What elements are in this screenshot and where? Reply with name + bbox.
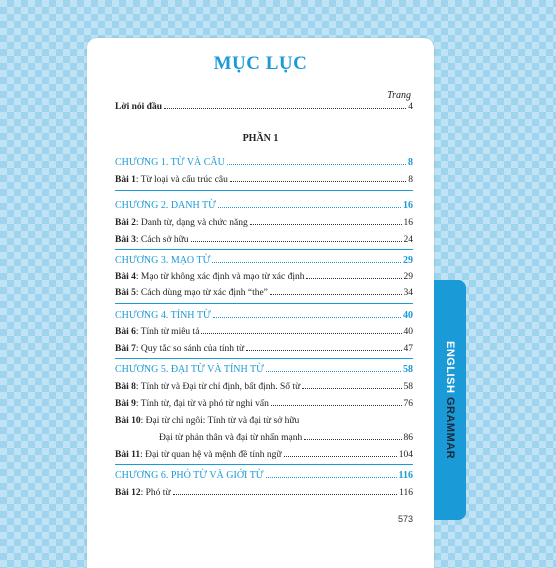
chapter-label: CHƯƠNG 2. DANH TỪ [115, 200, 216, 211]
toc-lesson-5[interactable] [115, 284, 413, 298]
section-divider [115, 358, 413, 359]
lesson-page: 34 [403, 288, 413, 298]
lesson-page: 8 [408, 175, 413, 185]
dot-leader [266, 371, 401, 372]
dot-leader [250, 224, 402, 225]
dot-leader [230, 181, 406, 182]
page-number: 573 [397, 514, 413, 524]
lesson-number: Bài 6 [115, 327, 136, 337]
lesson-page: 47 [403, 344, 413, 354]
dot-leader [213, 317, 401, 318]
toc-lesson-6[interactable] [115, 323, 413, 337]
toc-lesson-11[interactable] [115, 446, 413, 460]
lesson-title: : Mạo từ không xác định và mạo từ xác định [135, 272, 305, 282]
lesson-number: Bài 12 [115, 488, 141, 498]
lesson-page: 40 [403, 327, 413, 337]
lesson-title: : Cách sở hữu [135, 235, 189, 245]
lesson-page: 86 [403, 433, 413, 443]
dot-leader [201, 333, 401, 334]
chapter-label: CHƯƠNG 1. TỪ VÀ CÂU [115, 157, 225, 168]
lesson-number: Bài 7 [115, 344, 136, 354]
side-tab-word-english: ENGLISH [444, 340, 456, 394]
lesson-number: Bài 5 [115, 288, 136, 298]
dot-leader [271, 405, 402, 406]
lesson-page: 104 [398, 450, 413, 460]
lesson-title: : Phó từ [140, 488, 171, 498]
chapter-page: 29 [403, 255, 413, 266]
lesson-title: Đại từ phản thân và đại từ nhấn mạnh [159, 433, 303, 443]
section-divider [115, 190, 413, 191]
lesson-page: 16 [403, 218, 413, 228]
dot-leader [164, 108, 406, 109]
lesson-number: Bài 10 [115, 416, 141, 426]
toc-lesson-9[interactable] [115, 395, 413, 409]
lesson-number: Bài 2 [115, 218, 136, 228]
toc-entry-page: 4 [408, 102, 413, 112]
dot-leader [191, 241, 402, 242]
chapter-label: CHƯƠNG 4. TÍNH TỪ [115, 310, 211, 321]
lesson-title: : Danh từ, dạng và chức năng [135, 218, 248, 228]
lesson-number: Bài 11 [115, 450, 141, 460]
toc-lesson-3[interactable] [115, 231, 413, 245]
toc-lesson-12[interactable] [115, 484, 413, 498]
toc-lesson-2[interactable] [115, 214, 413, 228]
dot-leader [304, 439, 401, 440]
dot-leader [302, 388, 401, 389]
dot-leader [246, 350, 401, 351]
chapter-page: 58 [403, 364, 413, 375]
toc-chapter-3[interactable] [115, 252, 413, 266]
toc-lesson-4[interactable] [115, 268, 413, 282]
section-divider [115, 303, 413, 304]
lesson-title: : Từ loại và cấu trúc câu [135, 175, 228, 185]
side-tab-word-grammar: GRAMMAR [444, 396, 456, 460]
lesson-page: 58 [403, 382, 413, 392]
page-title: MỤC LỤC [213, 53, 308, 74]
part-heading: PHẦN 1 [242, 133, 279, 144]
chapter-label: CHƯƠNG 5. ĐẠI TỪ VÀ TÍNH TỪ [115, 364, 264, 375]
lesson-title: : Tính từ và Đại từ chỉ định, bất định. Số từ [135, 382, 301, 392]
toc-chapter-2[interactable] [115, 197, 413, 211]
dot-leader [227, 164, 406, 165]
lesson-title: : Tính từ, đại từ và phó từ nghi vấn [135, 399, 269, 409]
dot-leader [306, 278, 401, 279]
chapter-page: 40 [403, 310, 413, 321]
lesson-number: Bài 4 [115, 272, 136, 282]
lesson-title: : Cách dùng mạo từ xác định “the” [135, 288, 268, 298]
dot-leader [212, 262, 401, 263]
page-column-label: Trang [387, 90, 411, 101]
toc-chapter-4[interactable] [115, 307, 413, 321]
book-page [87, 38, 434, 568]
lesson-number: Bài 9 [115, 399, 136, 409]
toc-chapter-6[interactable] [115, 467, 413, 481]
lesson-title: : Đại từ chỉ ngôi: Tính từ và đại từ sở hữu [140, 416, 300, 426]
lesson-title: : Quy tắc so sánh của tính từ [135, 344, 245, 354]
dot-leader [173, 494, 398, 495]
lesson-page: 76 [403, 399, 413, 409]
section-divider [115, 464, 413, 465]
chapter-label: CHƯƠNG 6. PHÓ TỪ VÀ GIỚI TỪ [115, 470, 264, 481]
lesson-page: 24 [403, 235, 413, 245]
toc-lesson-1[interactable] [115, 171, 413, 185]
lesson-title: : Đại từ quan hệ và mệnh đề tính ngữ [140, 450, 282, 460]
side-tab-label [444, 341, 456, 459]
lesson-page: 29 [403, 272, 413, 282]
lesson-number: Bài 3 [115, 235, 136, 245]
lesson-number: Bài 8 [115, 382, 136, 392]
dot-leader [266, 477, 397, 478]
toc-lesson-8[interactable] [115, 378, 413, 392]
toc-lesson-7[interactable] [115, 340, 413, 354]
section-divider [115, 249, 413, 250]
chapter-label: CHƯƠNG 3. MẠO TỪ [115, 255, 211, 266]
lesson-page: 116 [399, 488, 413, 498]
toc-entry-preface[interactable] [115, 98, 413, 112]
chapter-page: 16 [403, 200, 413, 211]
toc-chapter-5[interactable] [115, 361, 413, 375]
lesson-title: : Tính từ miêu tả [135, 327, 200, 337]
toc-chapter-1[interactable] [115, 154, 413, 168]
toc-lesson-10[interactable] [115, 412, 413, 426]
chapter-page: 8 [408, 157, 413, 168]
toc-entry-label: Lời nói đầu [115, 102, 162, 112]
lesson-number: Bài 1 [115, 175, 136, 185]
dot-leader [284, 456, 397, 457]
dot-leader [218, 207, 401, 208]
dot-leader [270, 294, 402, 295]
side-tab [434, 280, 466, 520]
toc-lesson-10-continued[interactable] [159, 429, 413, 443]
chapter-page: 116 [398, 470, 413, 481]
